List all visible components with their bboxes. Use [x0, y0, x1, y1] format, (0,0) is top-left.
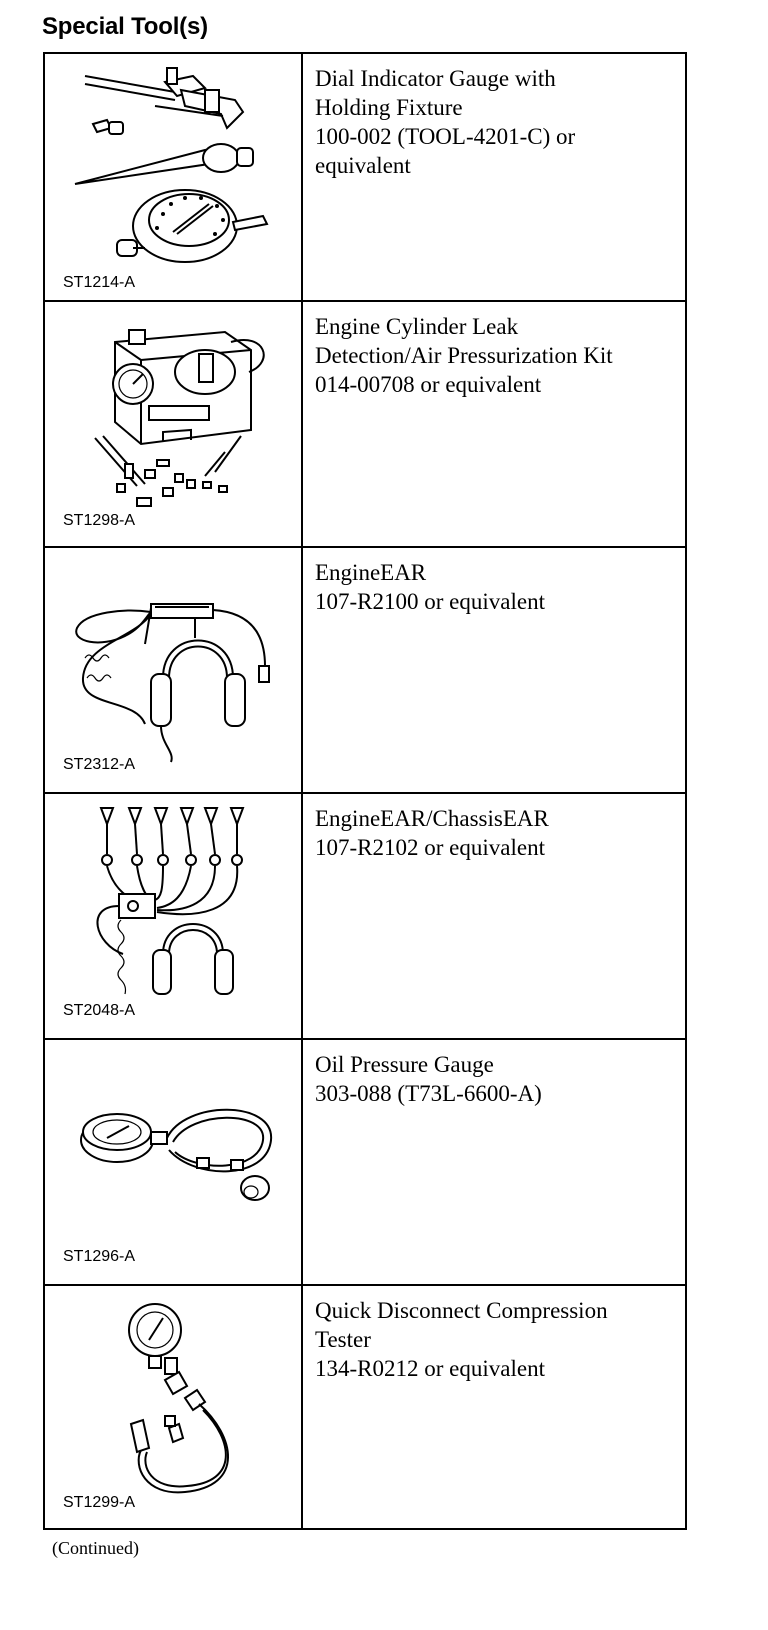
tool-description	[315, 312, 677, 399]
tool-description-line: Holding Fixture	[315, 95, 463, 120]
tool-description-line: Detection/Air Pressurization Kit	[315, 343, 613, 368]
tool-description-line: 100-002 (TOOL-4201-C) or	[315, 124, 576, 149]
tool-description-line: EngineEAR/ChassisEAR	[315, 806, 549, 831]
tool-description-line: Dial Indicator Gauge with	[315, 66, 556, 91]
tool-code: ST1298-A	[63, 512, 136, 529]
tool-illustration-cell	[45, 1040, 303, 1284]
tool-description-line: Engine Cylinder Leak	[315, 314, 519, 339]
tool-description-line: 134-R0212 or equivalent	[315, 1356, 545, 1381]
tool-description	[315, 64, 677, 180]
tool-code: ST1299-A	[63, 1494, 136, 1511]
tool-description	[315, 1050, 677, 1108]
tool-description-line: equivalent	[315, 153, 411, 178]
tool-description-line: 303-088 (T73L-6600-A)	[315, 1081, 542, 1106]
continued-note: (Continued)	[52, 1538, 139, 1558]
tool-row	[45, 1286, 685, 1528]
tool-illustration-cell	[45, 54, 303, 300]
tool-row	[45, 1040, 685, 1286]
oil-pressure-gauge-illustration	[45, 1040, 301, 1264]
tool-description	[315, 1296, 677, 1383]
tool-code: ST2048-A	[63, 1002, 136, 1019]
special-tools-table	[43, 52, 687, 1530]
tool-illustration-cell	[45, 302, 303, 546]
tool-row	[45, 548, 685, 794]
tool-code: ST1214-A	[63, 274, 136, 291]
tool-row	[45, 794, 685, 1040]
tool-illustration-cell	[45, 1286, 303, 1528]
chassis-ear-illustration	[45, 794, 301, 1018]
tool-description-line: Oil Pressure Gauge	[315, 1052, 494, 1077]
tool-code: ST1296-A	[63, 1248, 136, 1265]
engine-ear-illustration	[45, 548, 301, 772]
tool-description-line: 107-R2100 or equivalent	[315, 589, 545, 614]
tool-row	[45, 302, 685, 548]
tool-description	[315, 558, 677, 616]
tool-description-line: 107-R2102 or equivalent	[315, 835, 545, 860]
compression-tester-illustration	[45, 1286, 301, 1510]
tool-illustration-cell	[45, 794, 303, 1038]
tool-description-line: EngineEAR	[315, 560, 427, 585]
dial-indicator-illustration	[45, 54, 301, 278]
tool-description-line: Quick Disconnect Compression	[315, 1298, 608, 1323]
tool-code: ST2312-A	[63, 756, 136, 773]
page-title: Special Tool(s)	[42, 13, 208, 40]
tool-illustration-cell	[45, 548, 303, 792]
tool-description-line: Tester	[315, 1327, 371, 1352]
tool-description-line: 014-00708 or equivalent	[315, 372, 542, 397]
tool-row	[45, 54, 685, 302]
leak-detection-kit-illustration	[45, 302, 301, 526]
tool-description	[315, 804, 677, 862]
